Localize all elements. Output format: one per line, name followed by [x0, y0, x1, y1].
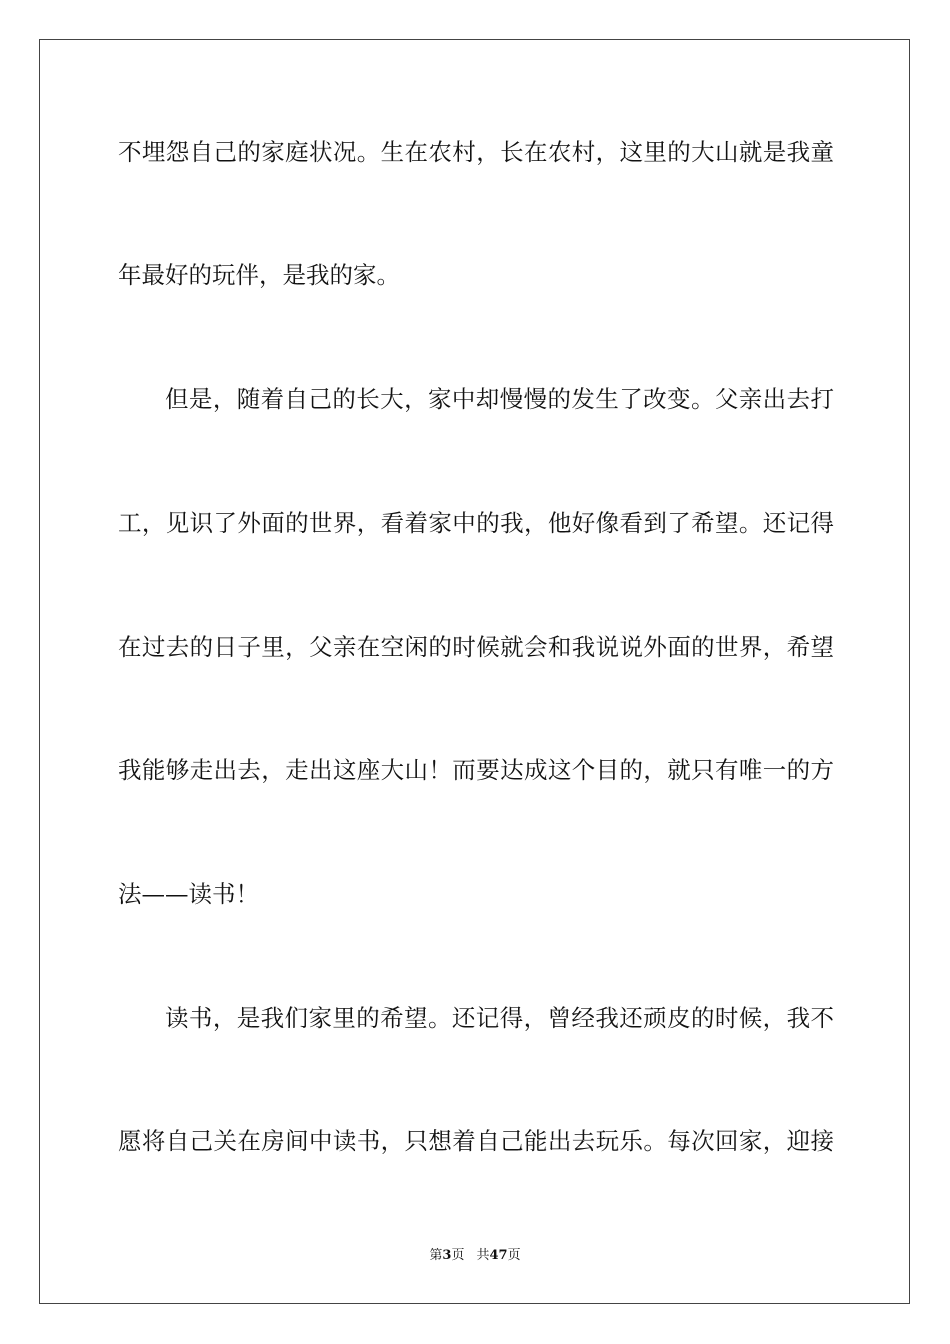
page-prefix: 第	[429, 1248, 443, 1263]
text-line: 愿将自己关在房间中读书，只想着自己能出去玩乐。每次回家，迎接	[118, 1127, 834, 1155]
paragraph-start-line: 读书，是我们家里的希望。还记得，曾经我还顽皮的时候，我不	[165, 1004, 834, 1032]
text-line: 我能够走出去，走出这座大山！而要达成这个目的，就只有唯一的方	[118, 756, 834, 784]
page-number: 3	[442, 1248, 452, 1263]
paragraph-start-line: 但是，随着自己的长大，家中却慢慢的发生了改变。父亲出去打	[165, 385, 834, 413]
total-prefix: 共	[476, 1248, 490, 1263]
text-line: 工，见识了外面的世界，看着家中的我，他好像看到了希望。还记得	[118, 509, 834, 537]
text-line: 在过去的日子里，父亲在空闲的时候就会和我说说外面的世界，希望	[118, 633, 834, 661]
total-pages: 47	[489, 1248, 508, 1263]
page-suffix: 页	[451, 1248, 465, 1263]
text-line: 不埋怨自己的家庭状况。生在农村，长在农村，这里的大山就是我童	[118, 138, 834, 166]
total-suffix: 页	[507, 1248, 521, 1263]
text-line: 年最好的玩伴，是我的家。	[118, 261, 400, 289]
text-line: 法——读书！	[118, 880, 259, 908]
page-frame	[39, 39, 910, 1304]
page-footer	[0, 1247, 950, 1265]
